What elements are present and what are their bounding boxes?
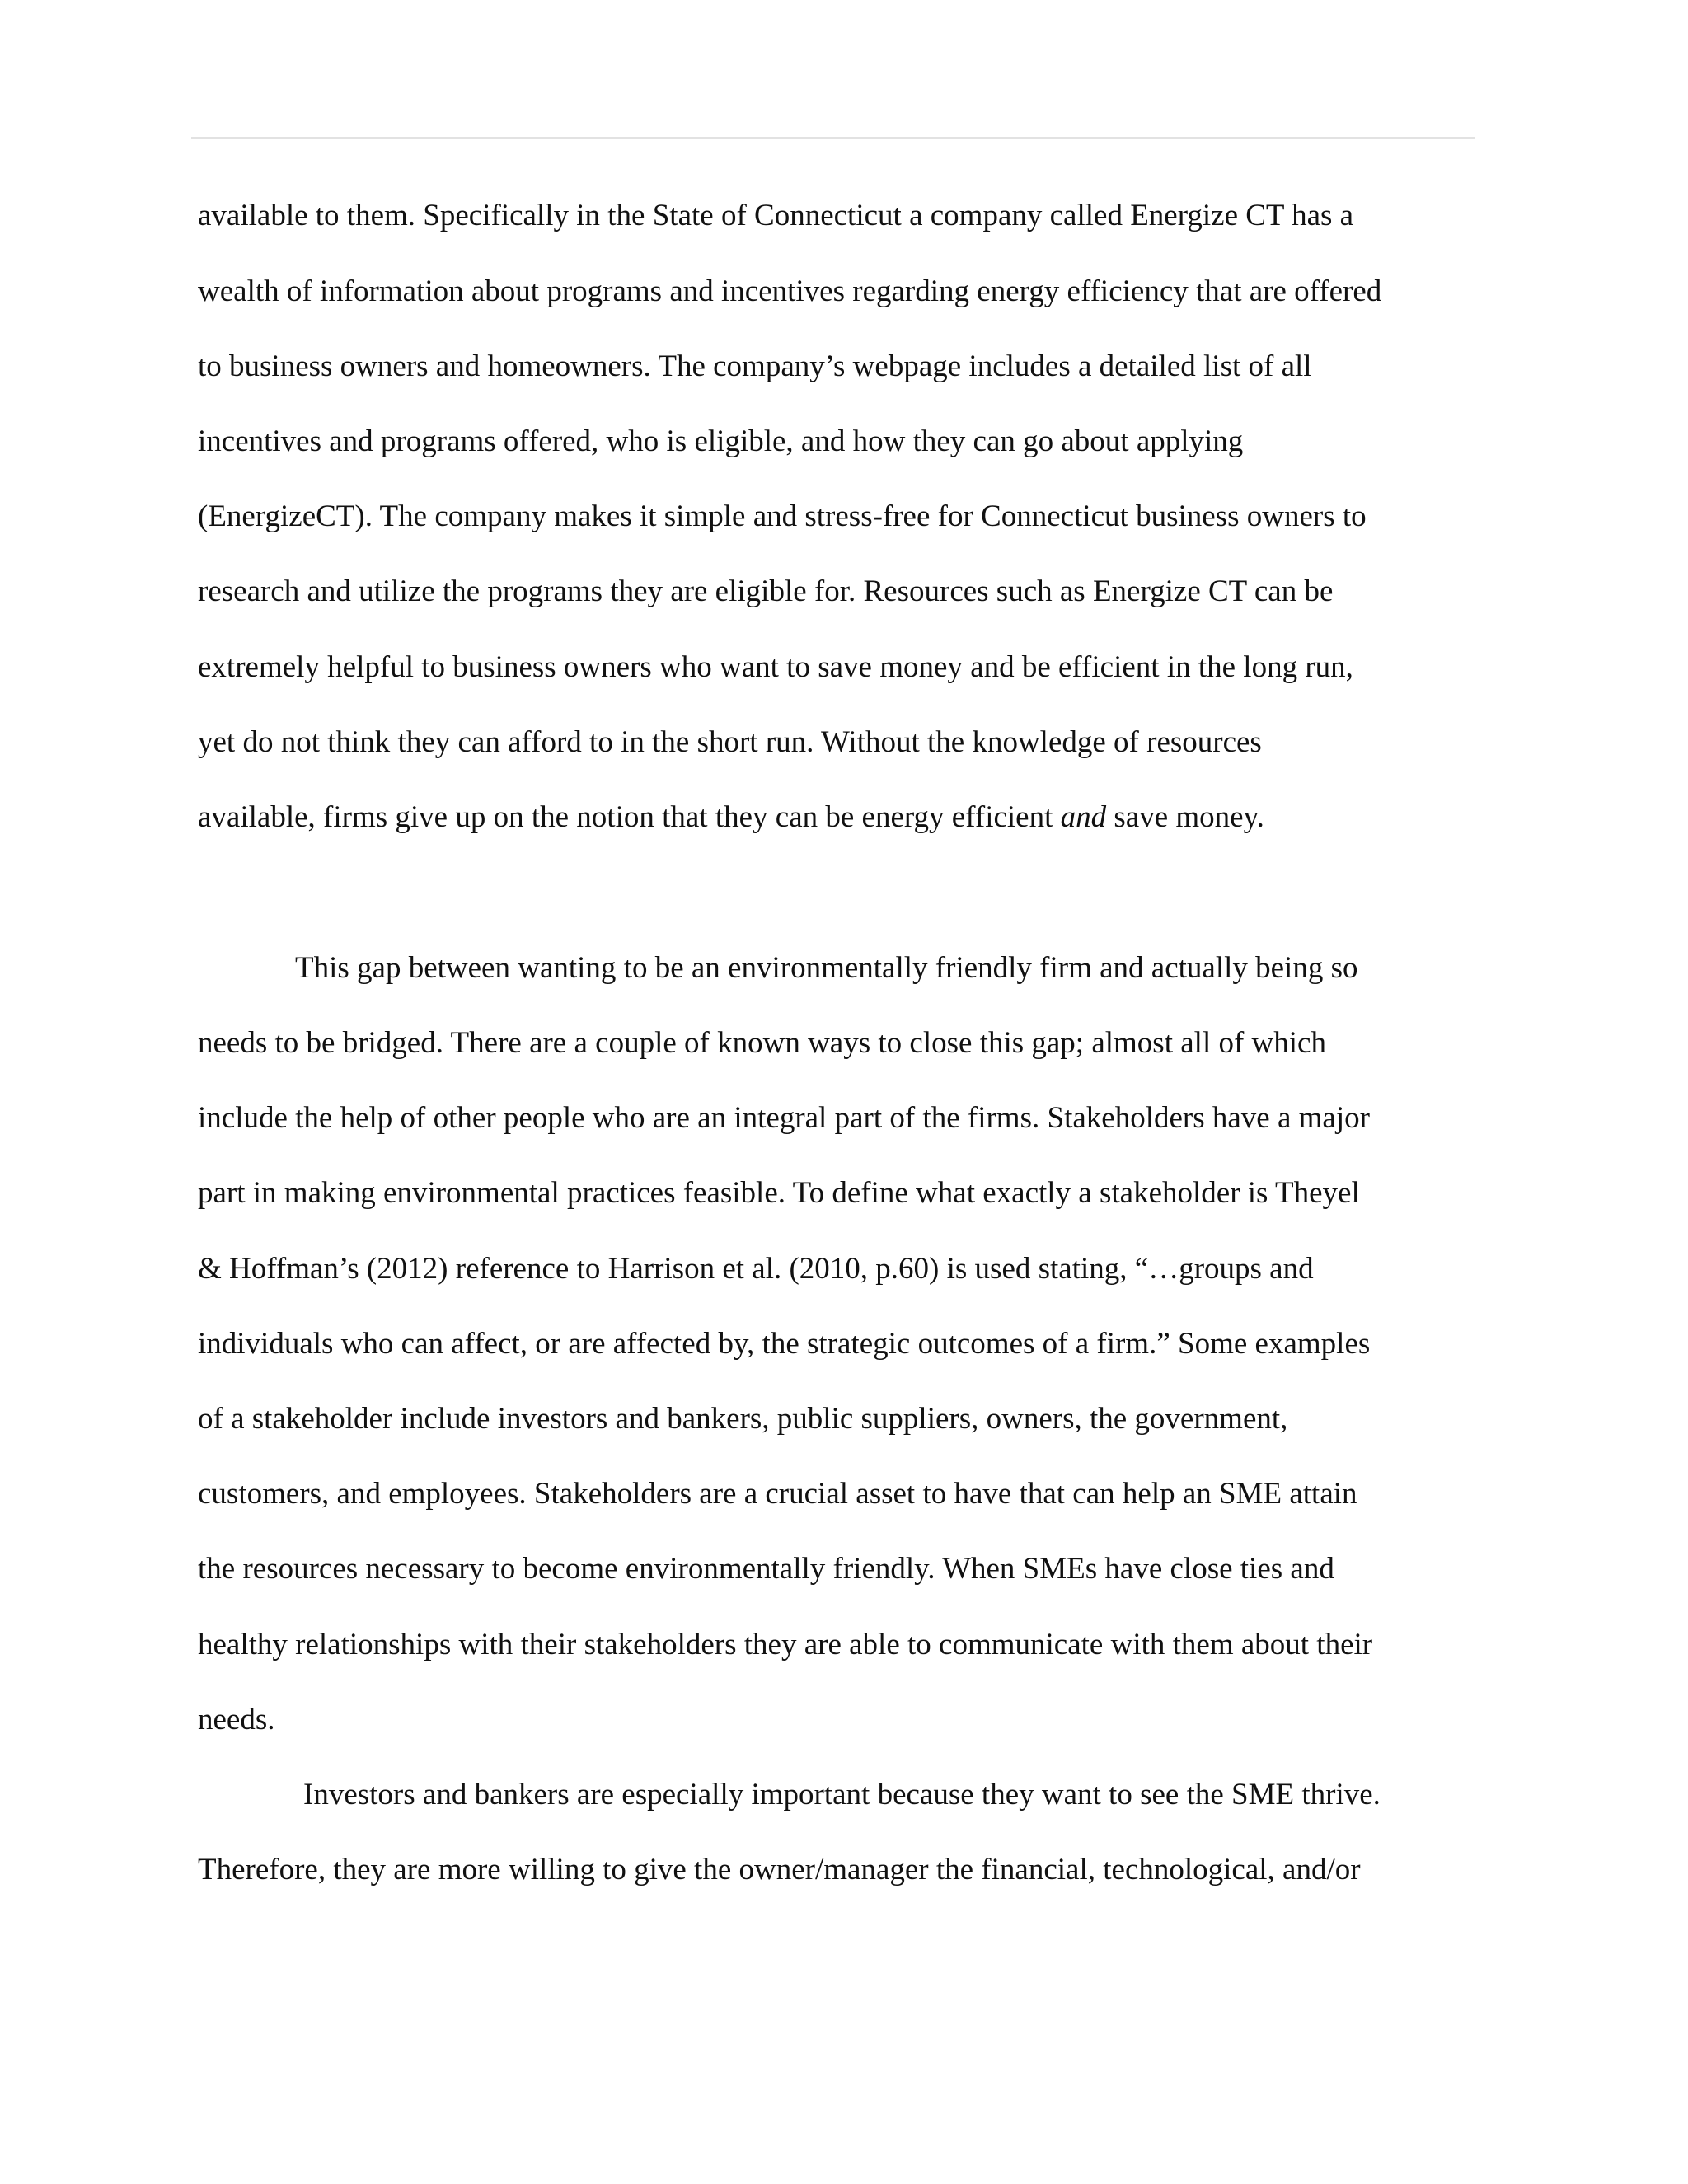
text-segment: save money. (1106, 800, 1264, 834)
text-line: Therefore, they are more willing to give the owner/manager the financial, technological, and/or (198, 1853, 1361, 1886)
italic-emphasis: and (1060, 800, 1107, 834)
text-line: the resources necessary to become environmentally friendly. When SMEs have close ties and (198, 1552, 1334, 1586)
text-line: healthy relationships with their stakeholders they are able to communicate with them about their (198, 1628, 1373, 1661)
header-rule (191, 137, 1475, 139)
text-line: yet do not think they can afford to in the short run. Without the knowledge of resources (198, 725, 1262, 759)
text-line: available to them. Specifically in the State of Connecticut a company called Energize CT has a (198, 199, 1354, 232)
text-line: include the help of other people who are an integral part of the firms. Stakeholders have a major (198, 1101, 1370, 1135)
paragraph-first-line: Investors and bankers are especially important because they want to see the SME thrive. (303, 1778, 1381, 1811)
text-line: incentives and programs offered, who is eligible, and how they can go about applying (198, 424, 1244, 458)
text-line: needs. (198, 1703, 275, 1736)
text-line (198, 798, 1264, 837)
paragraph-first-line: This gap between wanting to be an environmentally friendly firm and actually being so (295, 951, 1358, 985)
text-line: customers, and employees. Stakeholders are a crucial asset to have that can help an SME attain (198, 1477, 1357, 1511)
text-line: to business owners and homeowners. The company’s webpage includes a detailed list of all (198, 349, 1312, 383)
text-line: needs to be bridged. There are a couple of known ways to close this gap; almost all of which (198, 1026, 1326, 1060)
text-line: individuals who can affect, or are affected by, the strategic outcomes of a firm.” Some examples (198, 1327, 1371, 1361)
text-line: of a stakeholder include investors and bankers, public suppliers, owners, the government, (198, 1402, 1288, 1436)
text-line: & Hoffman’s (2012) reference to Harrison et al. (2010, p.60) is used stating, “…groups and (198, 1252, 1314, 1286)
text-line: (EnergizeCT). The company makes it simple and stress-free for Connecticut business owners to (198, 499, 1367, 533)
text-line: wealth of information about programs and incentives regarding energy efficiency that are offered (198, 274, 1382, 308)
text-line: part in making environmental practices feasible. To define what exactly a stakeholder is Theyel (198, 1176, 1360, 1210)
text-line: extremely helpful to business owners who want to save money and be efficient in the long run, (198, 650, 1353, 684)
text-line: research and utilize the programs they are eligible for. Resources such as Energize CT can be (198, 574, 1334, 608)
text-segment: available, firms give up on the notion that they can be energy efficient (198, 800, 1061, 834)
